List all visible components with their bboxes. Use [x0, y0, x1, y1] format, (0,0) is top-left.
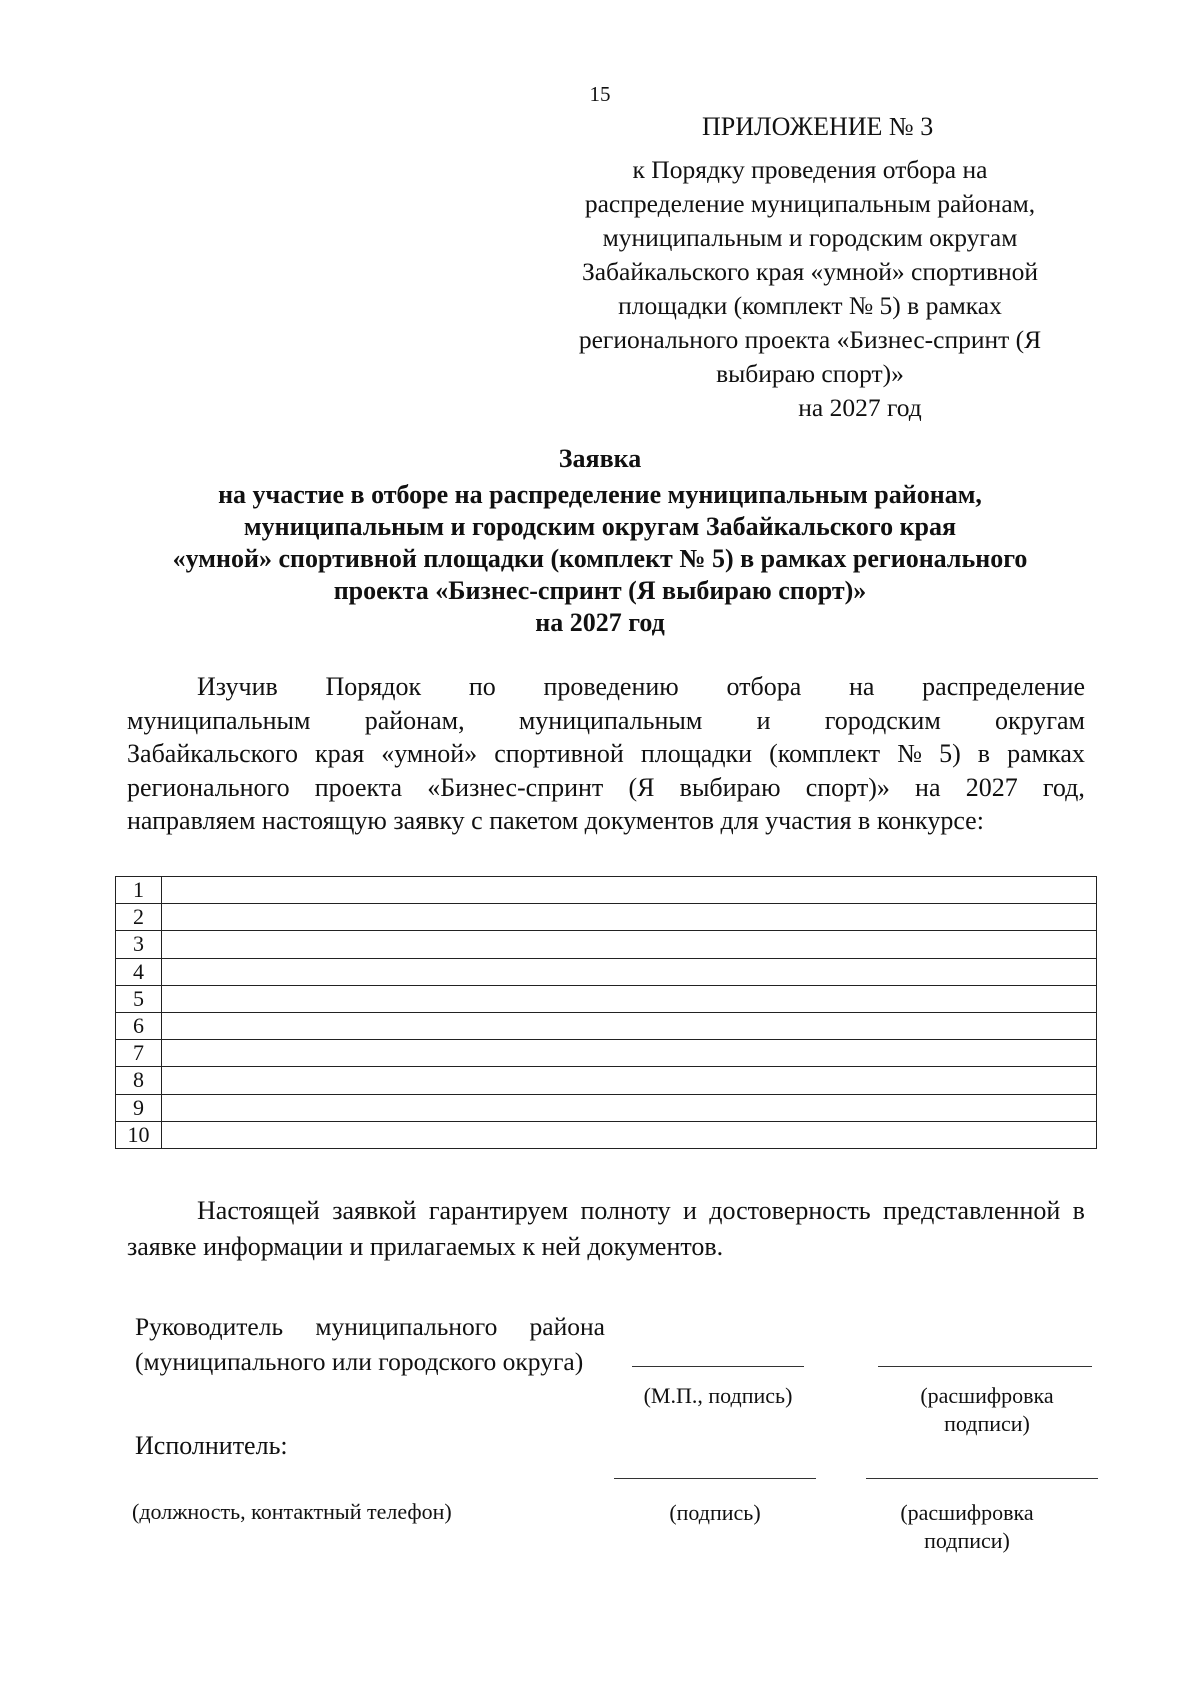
intro-line: направляем настоящую заявку с пакетом документов для участия в конкурсе:: [127, 806, 984, 835]
row-number: 9: [116, 1094, 162, 1121]
document-cell[interactable]: [162, 958, 1097, 985]
table-row: [116, 877, 1097, 904]
documents-table: [115, 876, 1097, 1149]
row-number: 7: [116, 1040, 162, 1067]
table-row: [116, 958, 1097, 985]
form-subtitle-line: муниципальным и городским округам Забайкальского края: [243, 512, 957, 541]
row-number: 1: [116, 877, 162, 904]
table-row: [116, 1040, 1097, 1067]
row-number: 10: [116, 1121, 162, 1148]
appendix-title: ПРИЛОЖЕНИЕ № 3: [702, 112, 934, 141]
intro-paragraph: [127, 670, 1085, 838]
row-number: 8: [116, 1067, 162, 1094]
head-signatory-label: [135, 1309, 605, 1379]
row-number: 2: [116, 904, 162, 931]
row-number: 3: [116, 931, 162, 958]
document-cell[interactable]: [162, 931, 1097, 958]
table-row: [116, 1094, 1097, 1121]
table-row: [116, 1067, 1097, 1094]
head-decode-caption: (расшифровка подписи): [920, 1383, 1054, 1436]
executor-label: Исполнитель:: [135, 1431, 288, 1460]
form-subtitle-line: на участие в отборе на распределение муниципальным районам,: [218, 480, 982, 509]
row-number: 6: [116, 1012, 162, 1039]
appendix-line: Забайкальского края «умной» спортивной: [581, 257, 1039, 286]
page-number: 15: [589, 82, 611, 106]
form-title: Заявка: [558, 444, 642, 473]
form-subtitle-line: на 2027 год: [535, 608, 665, 637]
document-cell[interactable]: [162, 904, 1097, 931]
appendix-line: к Порядку проведения отбора на: [632, 155, 988, 184]
document-cell[interactable]: [162, 1040, 1097, 1067]
intro-line: Изучив Порядок по проведению отбора на распределение: [197, 672, 1085, 701]
document-cell[interactable]: [162, 1121, 1097, 1148]
form-heading: [130, 443, 1070, 639]
intro-line: муниципальным районам, муниципальным и городским округам: [127, 705, 1085, 735]
row-number: 4: [116, 958, 162, 985]
intro-line: Забайкальского края «умной» спортивной площадки (комплект № 5) в рамках: [127, 739, 1085, 768]
form-subtitle-line: «умной» спортивной площадки (комплект № 5) в рамках регионального: [172, 544, 1028, 573]
table-row: [116, 931, 1097, 958]
document-cell[interactable]: [162, 1067, 1097, 1094]
appendix-reference: [540, 153, 1080, 425]
head-stamp-caption: (М.П., подпись): [643, 1383, 793, 1408]
appendix-line: муниципальным и городским округам: [602, 223, 1018, 252]
appendix-line: распределение муниципальным районам,: [584, 189, 1036, 218]
head-label-line: (муниципального или городского округа): [135, 1347, 584, 1376]
appendix-line: выбираю спорт)»: [716, 359, 904, 388]
document-cell[interactable]: [162, 985, 1097, 1012]
appendix-line: на 2027 год: [798, 393, 922, 422]
document-cell[interactable]: [162, 1094, 1097, 1121]
head-label-line: Руководитель муниципального района: [135, 1312, 605, 1341]
guarantee-line: Настоящей заявкой гарантируем полноту и достоверность представленной в: [197, 1196, 1085, 1225]
head-decode-line[interactable]: [878, 1366, 1092, 1367]
table-row: [116, 985, 1097, 1012]
executor-contact-caption: (должность, контактный телефон): [132, 1499, 452, 1524]
table-row: [116, 904, 1097, 931]
document-cell[interactable]: [162, 877, 1097, 904]
guarantee-paragraph: [127, 1193, 1085, 1265]
intro-line: регионального проекта «Бизнес-спринт (Я выбираю спорт)» на 2027 год,: [127, 772, 1085, 802]
appendix-line: площадки (комплект № 5) в рамках: [618, 291, 1002, 320]
row-number: 5: [116, 985, 162, 1012]
head-signature-line[interactable]: [632, 1366, 804, 1367]
guarantee-line: заявке информации и прилагаемых к ней документов.: [127, 1232, 724, 1261]
appendix-line: регионального проекта «Бизнес-спринт (Я: [578, 325, 1042, 354]
executor-signature-line[interactable]: [614, 1478, 816, 1479]
table-row: [116, 1012, 1097, 1039]
executor-signature-caption: (подпись): [669, 1500, 761, 1525]
document-cell[interactable]: [162, 1012, 1097, 1039]
table-row: [116, 1121, 1097, 1148]
form-subtitle-line: проекта «Бизнес-спринт (Я выбираю спорт)»: [333, 576, 867, 605]
executor-decode-line[interactable]: [866, 1478, 1098, 1479]
executor-decode-caption: (расшифровка подписи): [900, 1500, 1034, 1553]
